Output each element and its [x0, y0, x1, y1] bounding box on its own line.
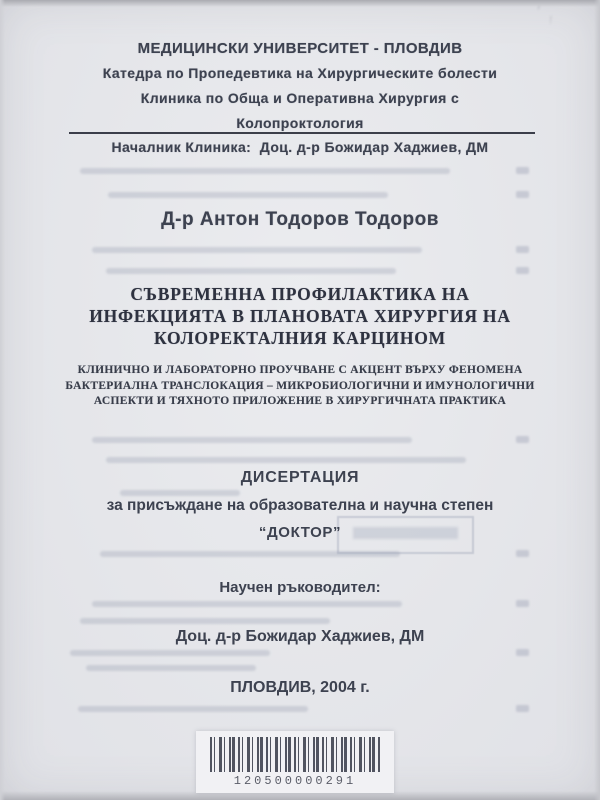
scan-edge-top [0, 0, 600, 7]
bleedthrough-line [106, 268, 396, 274]
header-rule [69, 132, 535, 134]
bleedthrough-line [80, 618, 330, 624]
department-name: Катедра по Пропедевтика на Хирургическите болести [102, 65, 498, 81]
university-name: МЕДИЦИНСКИ УНИВЕРСИТЕТ - ПЛОВДИВ [137, 40, 463, 57]
bleedthrough-page-number [516, 191, 529, 198]
dissertation-label: ДИСЕРТАЦИЯ [240, 469, 360, 486]
barcode-icon [210, 737, 380, 772]
bleedthrough-line [92, 247, 422, 253]
city-year: ПЛОВДИВ, 2004 г. [230, 679, 370, 696]
bleedthrough-page-number [516, 550, 529, 557]
bleedthrough-page-number [516, 705, 529, 712]
bleedthrough-page-number [516, 649, 529, 656]
author-name: Д-р Антон Тодоров Тодоров [161, 209, 439, 230]
dissertation-degree: “ДОКТОР” [258, 524, 342, 541]
dissertation-purpose: за присъждане на образователна и научна степен [106, 497, 494, 514]
bleedthrough-line [92, 437, 412, 443]
barcode-number: 120500000291 [233, 774, 357, 788]
bleedthrough-line [70, 650, 270, 656]
clinic-name-line1: Клиника по Обща и Оперативна Хирургия с [140, 90, 460, 106]
bleedthrough-line [120, 490, 240, 496]
bleedthrough-line [80, 168, 450, 174]
bleedthrough-line [100, 551, 400, 557]
pencil-smudge [532, 2, 592, 28]
library-barcode-label [196, 731, 394, 793]
bleedthrough-page-number [516, 246, 529, 253]
bleedthrough-line [108, 192, 388, 198]
bleedthrough-line [106, 457, 466, 463]
bleedthrough-page-number [516, 267, 529, 274]
bleedthrough-line [92, 601, 402, 607]
bleedthrough-page-number [516, 167, 529, 174]
clinic-name-line2: Колопроктология [236, 115, 364, 131]
bleedthrough-line [86, 665, 256, 671]
dissertation-subtitle: КЛИНИЧНО И ЛАБОРАТОРНО ПРОУЧВАНЕ С АКЦЕНТ ВЪРХУ ФЕНОМЕНА БАКТЕРИАЛНА ТРАНСЛОКАЦИЯ – МИКРОБИОЛОГИЧНИ И ИМУНОЛОГИЧНИ АСПЕКТИ И ТЯХНОТО ПРИЛОЖЕНИЕ В ХИРУРГИЧНАТА ПРАКТИКА [65, 364, 535, 407]
supervisor-label: Научен ръководител: [219, 579, 381, 596]
bleedthrough-page-number [516, 436, 529, 443]
head-of-clinic: Началник Клиника: Доц. д-р Божидар Хаджиев, ДМ [111, 139, 489, 155]
bleedthrough-page-number [516, 600, 529, 607]
supervisor-name: Доц. д-р Божидар Хаджиев, ДМ [175, 628, 425, 645]
dissertation-title: СЪВРЕМЕННА ПРОФИЛАКТИКА НА ИНФЕКЦИЯТА В ПЛАНОВАТА ХИРУРГИЯ НА КОЛОРЕКТАЛНИЯ КАРЦИНОМ [89, 284, 511, 348]
bleedthrough-line [78, 706, 308, 712]
